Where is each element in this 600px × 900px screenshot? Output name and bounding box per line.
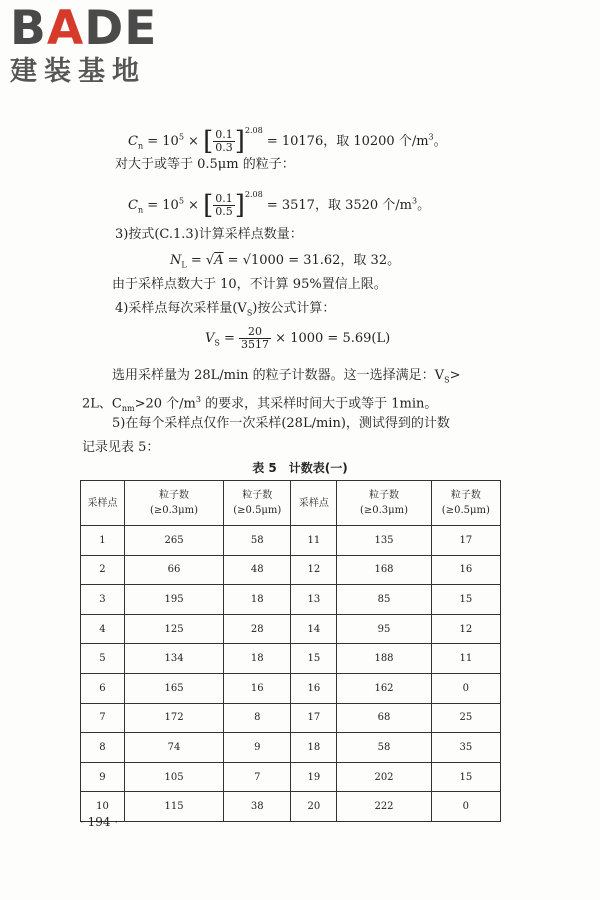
- header-text: 粒子数: [242, 490, 273, 501]
- paragraph-line: [112, 367, 460, 390]
- cell-count-05: 58: [224, 526, 291, 556]
- formula-symbol: C: [128, 198, 138, 213]
- text-fragment: 的要求，其采样时间大于或等于 1min。: [200, 396, 438, 412]
- cell-count-05: 9: [224, 733, 291, 763]
- text-subscript: nm: [121, 403, 135, 413]
- header-particle-03: [124, 481, 223, 526]
- text-fragment: >: [449, 368, 461, 383]
- cell-count-05: 0: [431, 792, 500, 822]
- cell-count-05: 7: [224, 762, 291, 792]
- text-line: 对大于或等于 0.5μm 的粒子：: [115, 157, 295, 172]
- cell-count-03: 58: [337, 733, 431, 763]
- cell-point: 11: [291, 526, 337, 556]
- cell-point: 4: [81, 614, 125, 644]
- cell-point: 14: [291, 614, 337, 644]
- cell-count-05: 0: [431, 673, 500, 703]
- formula-exponent: 2.08: [244, 190, 263, 199]
- table-row: [81, 673, 501, 703]
- formula-fraction: [213, 193, 235, 218]
- header-text: 粒子数: [450, 490, 481, 501]
- cell-count-05: 28: [224, 614, 291, 644]
- cell-count-05: 15: [431, 762, 500, 792]
- cell-count-05: 17: [431, 526, 500, 556]
- formula-unit-exponent: 3: [428, 132, 434, 142]
- fraction-numerator: 0.1: [215, 192, 233, 205]
- header-particle-03: [337, 481, 431, 526]
- cell-count-03: 265: [124, 526, 223, 556]
- table-row: [81, 555, 501, 585]
- paragraph-line: [82, 391, 437, 418]
- cell-count-03: 85: [337, 585, 431, 615]
- cell-count-05: 15: [431, 585, 500, 615]
- formula-text: = 10: [143, 198, 179, 213]
- formula-subscript: n: [137, 141, 144, 151]
- cell-point: 17: [291, 703, 337, 733]
- cell-count-03: 68: [337, 703, 431, 733]
- logo-letter-a: A: [46, 1, 85, 56]
- header-subtext: (≥0.3μm): [149, 505, 199, 516]
- cell-point: 1: [81, 526, 125, 556]
- fraction-denominator: 0.5: [215, 205, 233, 218]
- formula-exponent: 5: [178, 132, 184, 142]
- formula-nl: [170, 252, 400, 275]
- cell-count-03: 135: [337, 526, 431, 556]
- cell-point: 2: [81, 555, 125, 585]
- cell-count-05: 16: [224, 673, 291, 703]
- text-fragment: >20 个/m: [134, 396, 196, 412]
- formula-text: ×: [183, 198, 204, 213]
- cell-count-05: 48: [224, 555, 291, 585]
- cell-point: 9: [81, 762, 125, 792]
- logo-subtitle: 建装基地: [10, 56, 146, 87]
- cell-point: 6: [81, 673, 125, 703]
- formula-text: = √: [186, 253, 215, 268]
- formula-vs: [205, 326, 390, 353]
- header-text: 粒子数: [159, 490, 190, 501]
- cell-point: 12: [291, 555, 337, 585]
- formula-unit-exponent: 3: [412, 196, 418, 206]
- cell-count-05: 25: [431, 703, 500, 733]
- text-fragment: )按公式计算：: [252, 301, 336, 316]
- text-superscript: 3: [195, 395, 201, 404]
- cell-count-03: 202: [337, 762, 431, 792]
- formula-fraction: [239, 326, 271, 351]
- logo-letters-de: DE: [84, 1, 158, 56]
- formula-text: ×: [183, 134, 204, 149]
- cell-count-03: 74: [124, 733, 223, 763]
- cell-count-05: 16: [431, 555, 500, 585]
- cell-count-03: 168: [337, 555, 431, 585]
- text-line: [115, 300, 335, 323]
- fraction-numerator: 20: [239, 326, 271, 339]
- cell-count-03: 105: [124, 762, 223, 792]
- logo-letter-b: B: [10, 1, 47, 56]
- formula-subscript: L: [181, 260, 187, 270]
- formula-cn-03: $C_n = 10^5$ × [ $\frac{0.1}{0.3}$ ]$^{2.08}$ = 10176，取 10200 个$/m^3$。: [128, 126, 447, 157]
- table-header-row: [81, 481, 501, 526]
- paragraph-line: 记录见表 5：: [82, 440, 160, 455]
- text-fragment: 2L、C: [82, 396, 122, 412]
- cell-point: 18: [291, 733, 337, 763]
- text-fragment: 4)采样点每次采样量(V: [115, 301, 247, 316]
- formula-result: × 1000 = 5.69(L): [271, 331, 391, 346]
- logo-wordmark: [10, 1, 180, 56]
- formula-fraction: [213, 129, 235, 154]
- fraction-denominator: 3517: [241, 338, 270, 351]
- cell-count-03: 162: [337, 673, 431, 703]
- text-fragment: 选用采样量为 28L/min 的粒子计数器。这一选择满足：V: [112, 368, 445, 383]
- header-text: 粒子数: [369, 490, 399, 501]
- cell-count-05: 35: [431, 733, 500, 763]
- cell-count-03: 165: [124, 673, 223, 703]
- cell-point: 19: [291, 762, 337, 792]
- page-number: · 194 ·: [80, 815, 119, 829]
- paragraph-line: 5)在每个采样点仅作一次采样(28L/min)，测试得到的计数: [112, 416, 450, 431]
- cell-count-05: 18: [224, 585, 291, 615]
- formula-exponent: 2.08: [244, 126, 263, 135]
- table-row: [81, 733, 501, 763]
- cell-count-05: 38: [224, 792, 291, 822]
- formula-symbol: A: [214, 253, 224, 268]
- table-row: [81, 526, 501, 556]
- table-caption: 表 5 计数表(一): [252, 461, 348, 475]
- header-sampling-point: 采样点: [81, 481, 125, 526]
- cell-point: 10: [81, 792, 125, 822]
- formula-symbol: V: [205, 331, 215, 346]
- header-sampling-point: 采样点: [291, 481, 337, 526]
- formula-subscript: S: [214, 338, 220, 348]
- formula-cn-05: $C_n = 10^5$ × [ $\frac{0.1}{0.5}$ ]$^{2.08}$ = 3517，取 3520 个$/m^3$。: [128, 190, 431, 221]
- table-row: [81, 762, 501, 792]
- formula-symbol: C: [128, 134, 138, 149]
- text-subscript: S: [246, 308, 253, 318]
- formula-subscript: n: [137, 205, 144, 215]
- formula-text: = 10: [143, 134, 179, 149]
- bade-logo: [10, 1, 180, 94]
- cell-point: 16: [291, 673, 337, 703]
- formula-end: 。: [417, 198, 431, 213]
- cell-count-03: 66: [124, 555, 223, 585]
- header-particle-05: [224, 481, 291, 526]
- cell-point: 3: [81, 585, 125, 615]
- cell-count-03: 172: [124, 703, 223, 733]
- cell-count-05: 12: [431, 614, 500, 644]
- fraction-denominator: 0.3: [215, 141, 233, 154]
- count-table: [80, 480, 501, 822]
- cell-point: 20: [291, 792, 337, 822]
- cell-point: 15: [291, 644, 337, 674]
- cell-count-03: 95: [337, 614, 431, 644]
- cell-count-05: 11: [431, 644, 500, 674]
- header-subtext: (≥0.3μm): [359, 505, 409, 516]
- formula-result: = 10176，取 10200 个/m: [262, 134, 429, 149]
- table-row: [81, 644, 501, 674]
- header-particle-05: [431, 481, 500, 526]
- cell-point: 5: [81, 644, 125, 674]
- text-subscript: S: [444, 375, 450, 385]
- table-row: [81, 792, 501, 822]
- cell-count-03: 125: [124, 614, 223, 644]
- formula-text: =: [219, 331, 240, 346]
- table-row: [81, 703, 501, 733]
- formula-result: = √1000 = 31.62，取 32。: [223, 253, 401, 268]
- formula-symbol: N: [170, 253, 182, 268]
- formula-exponent: 5: [178, 196, 184, 206]
- cell-count-03: 188: [337, 644, 431, 674]
- formula-end: 。: [433, 134, 447, 149]
- table-row: [81, 585, 501, 615]
- cell-count-03: 222: [337, 792, 431, 822]
- header-subtext: (≥0.5μm): [441, 505, 490, 516]
- text-line: 由于采样点数大于 10，不计算 95%置信上限。: [112, 277, 387, 292]
- cell-count-03: 134: [124, 644, 223, 674]
- cell-point: 8: [81, 733, 125, 763]
- text-line: 3)按式(C.1.3)计算采样点数量：: [115, 227, 303, 242]
- cell-point: 13: [291, 585, 337, 615]
- cell-count-05: 18: [224, 644, 291, 674]
- formula-result: = 3517，取 3520 个/m: [262, 198, 413, 213]
- cell-point: 7: [81, 703, 125, 733]
- header-subtext: (≥0.5μm): [233, 505, 282, 516]
- cell-count-05: 8: [224, 703, 291, 733]
- table-row: [81, 614, 501, 644]
- cell-count-03: 115: [124, 792, 223, 822]
- fraction-numerator: 0.1: [215, 128, 233, 141]
- cell-count-03: 195: [124, 585, 223, 615]
